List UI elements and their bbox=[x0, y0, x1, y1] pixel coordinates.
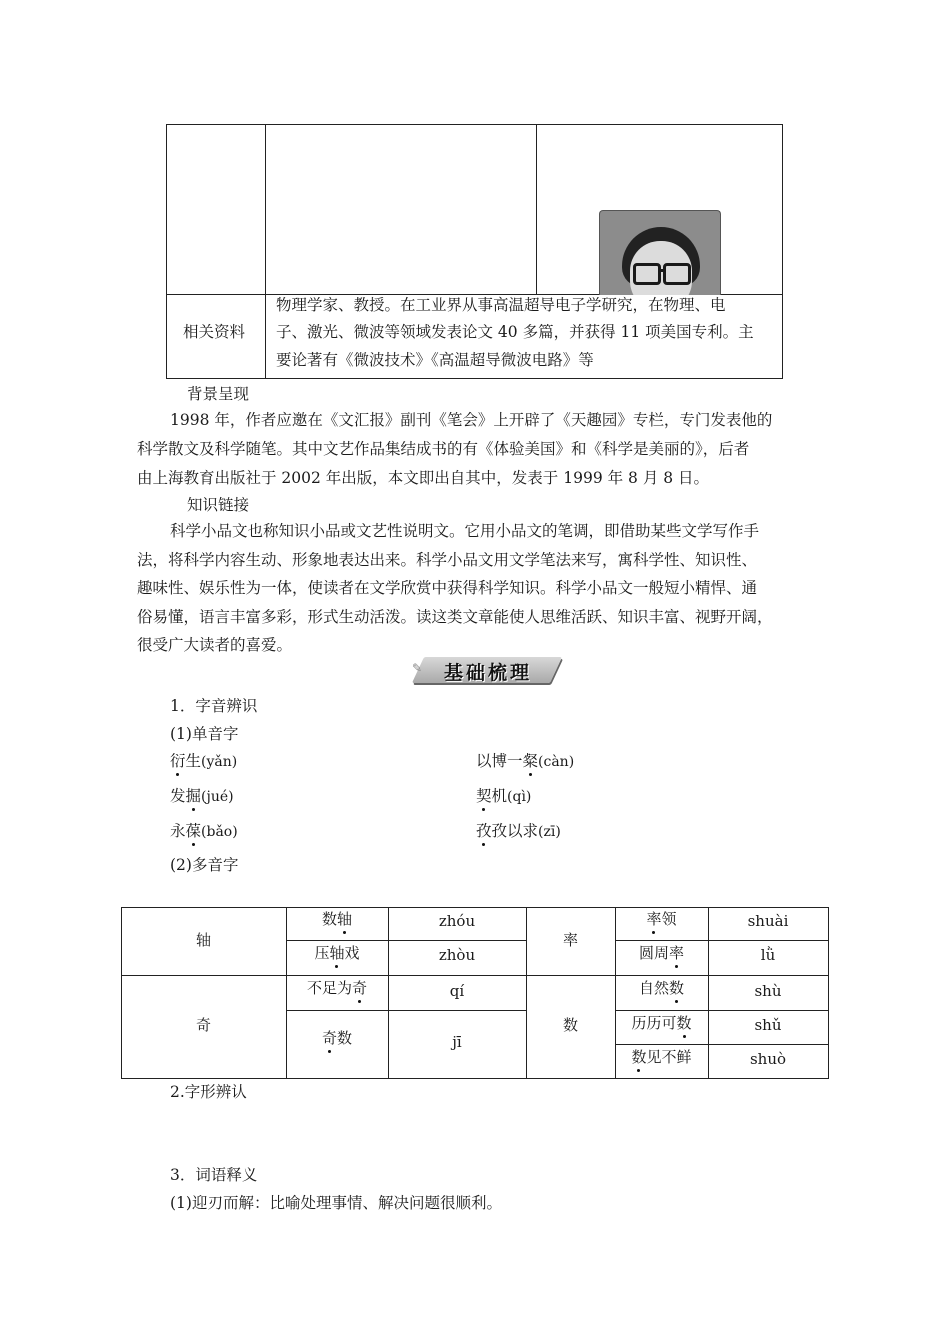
word-cell: 不足为奇 bbox=[306, 979, 368, 997]
word-cell: 数见不鲜 bbox=[631, 1048, 692, 1066]
group-char-qi: 奇 bbox=[195, 1016, 211, 1034]
polyphone-table bbox=[121, 907, 829, 1079]
word-cell: 自然数 bbox=[638, 979, 685, 997]
glyph-heading: 2.字形辨认 bbox=[170, 1083, 247, 1101]
background-line-2: 科学散文及科学随笔。其中文艺作品集结成书的有《体验美国》和《科学是美丽的》，后者 bbox=[137, 440, 750, 458]
single-item: 孜孜以求(zī) bbox=[476, 819, 561, 841]
pinyin-cell: qí bbox=[449, 982, 465, 1000]
word-cell: 压轴戏 bbox=[314, 944, 360, 962]
single-item: 永葆(bǎo) bbox=[170, 819, 238, 841]
profile-label: 相关资料 bbox=[183, 323, 246, 341]
word-cell: 数轴 bbox=[321, 910, 353, 928]
word-cell: 历历可数 bbox=[631, 1014, 692, 1032]
profile-line-1: 物理学家、教授。在工业界从事高温超导电子学研究，在物理、电 bbox=[276, 296, 726, 314]
background-heading: 背景呈现 bbox=[187, 385, 250, 403]
knowledge-line-5: 很受广大读者的喜爱。 bbox=[137, 636, 293, 654]
pinyin-cell: zhóu bbox=[438, 912, 476, 930]
pronunciation-heading: 1．字音辨识 bbox=[170, 697, 258, 715]
word-cell: 圆周率 bbox=[638, 944, 685, 962]
word-cell: 率领 bbox=[646, 910, 677, 928]
pinyin-cell: shǔ bbox=[754, 1016, 782, 1034]
knowledge-line-1: 科学小品文也称知识小品或文艺性说明文。它用小品文的笔调，即借助某些文学写作手 bbox=[170, 522, 760, 540]
knowledge-line-4: 俗易懂，语言丰富多彩，形式生动活泼。读这类文章能使人思维活跃、知识丰富、视野开阔， bbox=[137, 608, 773, 626]
vocab-item-1: (1)迎刃而解：比喻处理事情、解决问题很顺利。 bbox=[170, 1194, 502, 1212]
single-item: 契机(qì) bbox=[476, 784, 531, 806]
word-cell: 奇数 bbox=[321, 1029, 353, 1047]
knowledge-line-3: 趣味性、娱乐性为一体，使读者在文学欣赏中获得科学知识。科学小品文一般短小精悍、通 bbox=[137, 579, 758, 597]
author-portrait bbox=[599, 210, 721, 295]
pinyin-cell: zhòu bbox=[438, 946, 476, 964]
section-banner-title: 基础梳理 bbox=[444, 662, 533, 684]
background-line-1: 1998 年，作者应邀在《文汇报》副刊《笔会》上开辟了《天趣园》专栏，专门发表他的 bbox=[170, 411, 773, 429]
pinyin-cell: shuò bbox=[749, 1050, 787, 1068]
profile-line-2: 子、激光、微波等领域发表论文 40 多篇，并获得 11 项美国专利。主 bbox=[276, 323, 754, 341]
single-item: 以博一粲(càn) bbox=[476, 749, 574, 771]
pinyin-cell: shuài bbox=[747, 912, 789, 930]
group-char-shu: 数 bbox=[562, 1016, 578, 1034]
background-line-3: 由上海教育出版社于 2002 年出版，本文即出自其中，发表于 1999 年 8 月 8 日。 bbox=[137, 469, 710, 487]
group-char-zhou: 轴 bbox=[195, 931, 211, 949]
single-item: 发掘(jué) bbox=[170, 784, 234, 806]
vocab-heading: 3．词语释义 bbox=[170, 1166, 258, 1184]
polyphone-heading: (2)多音字 bbox=[170, 856, 239, 874]
single-item: 衍生(yǎn) bbox=[170, 749, 237, 771]
pinyin-cell: shù bbox=[754, 982, 782, 1000]
knowledge-heading: 知识链接 bbox=[187, 496, 250, 514]
pinyin-cell: lǜ bbox=[760, 946, 776, 964]
group-char-lv: 率 bbox=[562, 931, 578, 949]
pinyin-cell: jī bbox=[452, 1033, 462, 1051]
section-banner bbox=[412, 655, 564, 685]
knowledge-line-2: 法，将科学内容生动、形象地表达出来。科学小品文用文学笔法来写，寓科学性、知识性、 bbox=[137, 551, 758, 569]
single-char-heading: (1)单音字 bbox=[170, 725, 239, 743]
banner-decoration-icon: ✎ bbox=[412, 661, 423, 675]
profile-line-3: 要论著有《微波技术》《高温超导微波电路》等 bbox=[276, 351, 594, 369]
